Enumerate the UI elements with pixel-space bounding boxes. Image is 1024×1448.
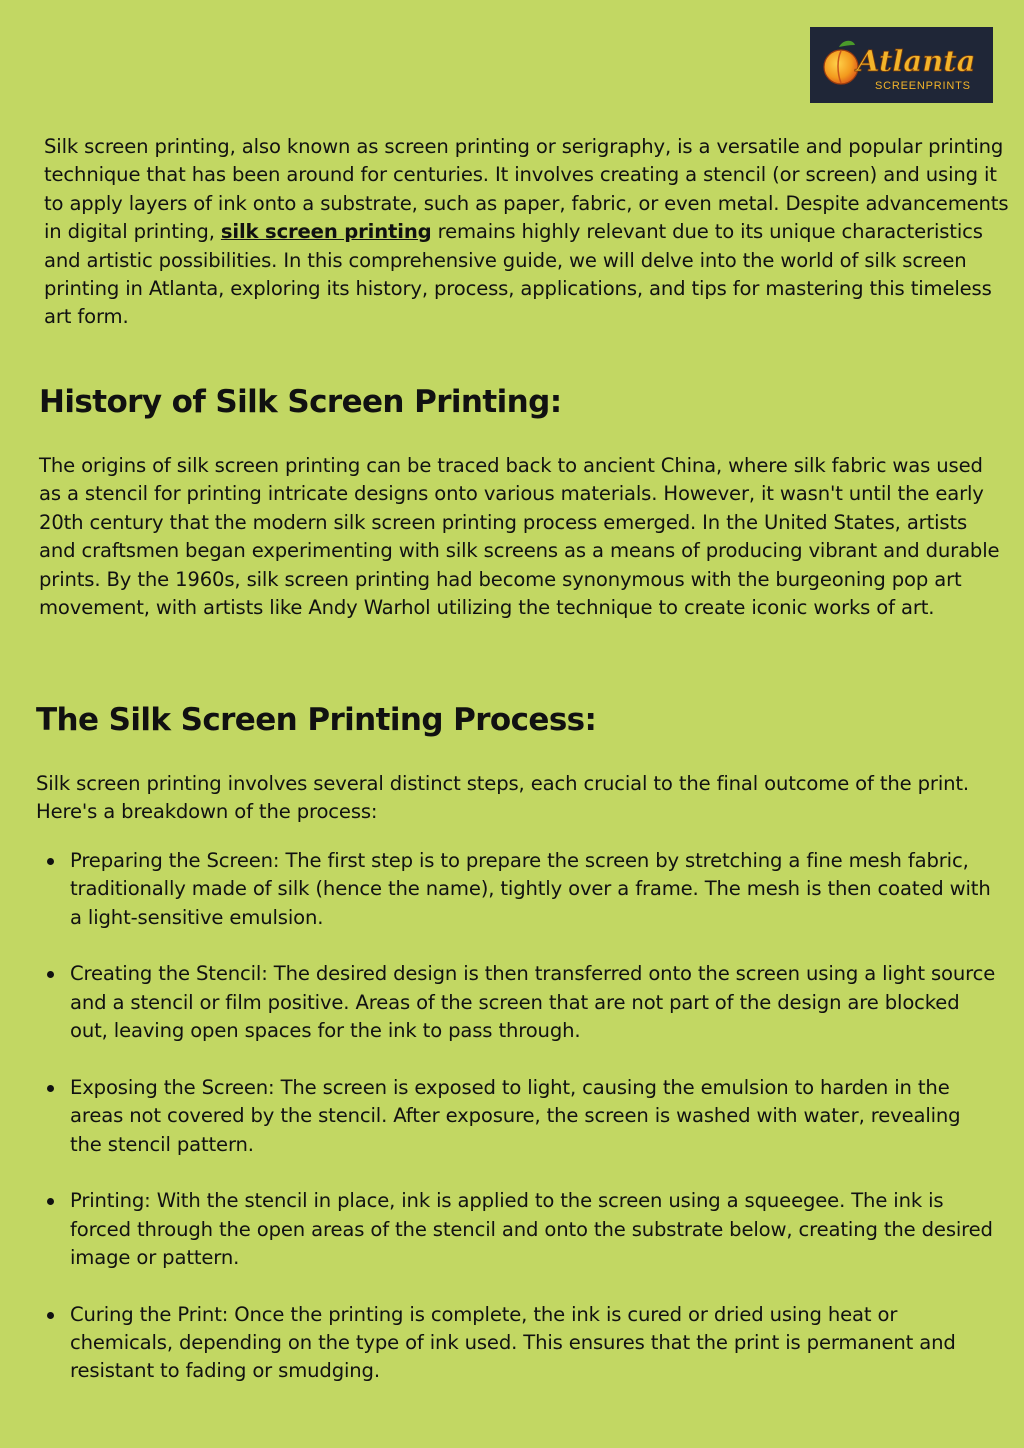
intro-text-end: remains highly relevant due to its unique characteristics and artistic possibilities. In this comprehensive guide, we will delve into the world of silk screen printing in Atlanta, exploring its history, process, applications, and tips for mastering this timeless art form. bbox=[44, 220, 992, 329]
logo-brand-text: Atlanta bbox=[856, 44, 975, 78]
peach-icon bbox=[817, 33, 987, 97]
history-paragraph: The origins of silk screen printing can be traced back to ancient China, where silk fabric was used as a stencil for printing intricate designs onto various materials. However, it wasn't until the early 20th century that the modern silk screen printing process emerged. In the United States, artists and craftsmen began experimenting with silk screens as a means of producing vibrant and durable prints. By the 1960s, silk screen printing had become synonymous with the burgeoning pop art movement, with artists like Andy Warhol utilizing the technique to create iconic works of art. bbox=[39, 454, 1000, 620]
list-item bbox=[37, 1074, 997, 1159]
bullet-icon bbox=[47, 1198, 54, 1205]
bullet-icon bbox=[47, 858, 54, 865]
step-text: Printing: With the stencil in place, ink is applied to the screen using a squeegee. The ink is forced through the open areas of the stencil and onto the substrate below, creating the desired image or pattern. bbox=[70, 1189, 993, 1270]
logo-tagline-text: SCREENPRINTS bbox=[874, 80, 971, 92]
history-heading: History of Silk Screen Printing: bbox=[39, 384, 562, 420]
list-item bbox=[37, 960, 997, 1045]
list-item bbox=[37, 1301, 997, 1386]
step-text: Creating the Stencil: The desired design is then transferred onto the screen using a light source and a stencil or film positive. Areas of the screen that are not part of the design are blocked out, leaving open spaces for the ink to pass through. bbox=[70, 962, 996, 1043]
process-intro-paragraph: Silk screen printing involves several distinct steps, each crucial to the final outcome of the print. Here's a breakdown of the process: bbox=[36, 772, 969, 824]
bullet-icon bbox=[47, 1085, 54, 1092]
process-heading: The Silk Screen Printing Process: bbox=[36, 702, 597, 738]
process-steps-list bbox=[37, 847, 997, 1414]
bullet-icon bbox=[47, 1312, 54, 1319]
intro-text-start: Silk screen printing, also known as screen printing or serigraphy, is a versatile and popular printing technique that has been around for centuries. It involves creating a stencil (or screen) and using it to apply layers of ink onto a substrate, such as paper, fabric, or even metal. Despite advancements in digital printing, bbox=[44, 135, 1009, 244]
atlanta-screenprints-logo[interactable] bbox=[810, 27, 993, 103]
step-text: Preparing the Screen: The first step is to prepare the screen by stretching a fine mesh fabric, traditionally made of silk (hence the name), tightly over a frame. The mesh is then coated with a light-sensitive emulsion. bbox=[70, 849, 991, 929]
step-text: Exposing the Screen: The screen is exposed to light, causing the emulsion to harden in the areas not covered by the stencil. After exposure, the screen is washed with water, revealing the stencil pattern. bbox=[70, 1075, 961, 1156]
step-text: Curing the Print: Once the printing is complete, the ink is cured or dried using heat or chemicals, depending on the type of ink used. This ensures that the print is permanent and resistant to fading or smudging. bbox=[70, 1302, 956, 1383]
list-item bbox=[37, 1187, 997, 1272]
intro-paragraph bbox=[44, 133, 1009, 332]
bullet-icon bbox=[47, 971, 54, 978]
silk-screen-printing-link[interactable]: silk screen printing bbox=[220, 220, 432, 244]
list-item bbox=[37, 847, 997, 932]
